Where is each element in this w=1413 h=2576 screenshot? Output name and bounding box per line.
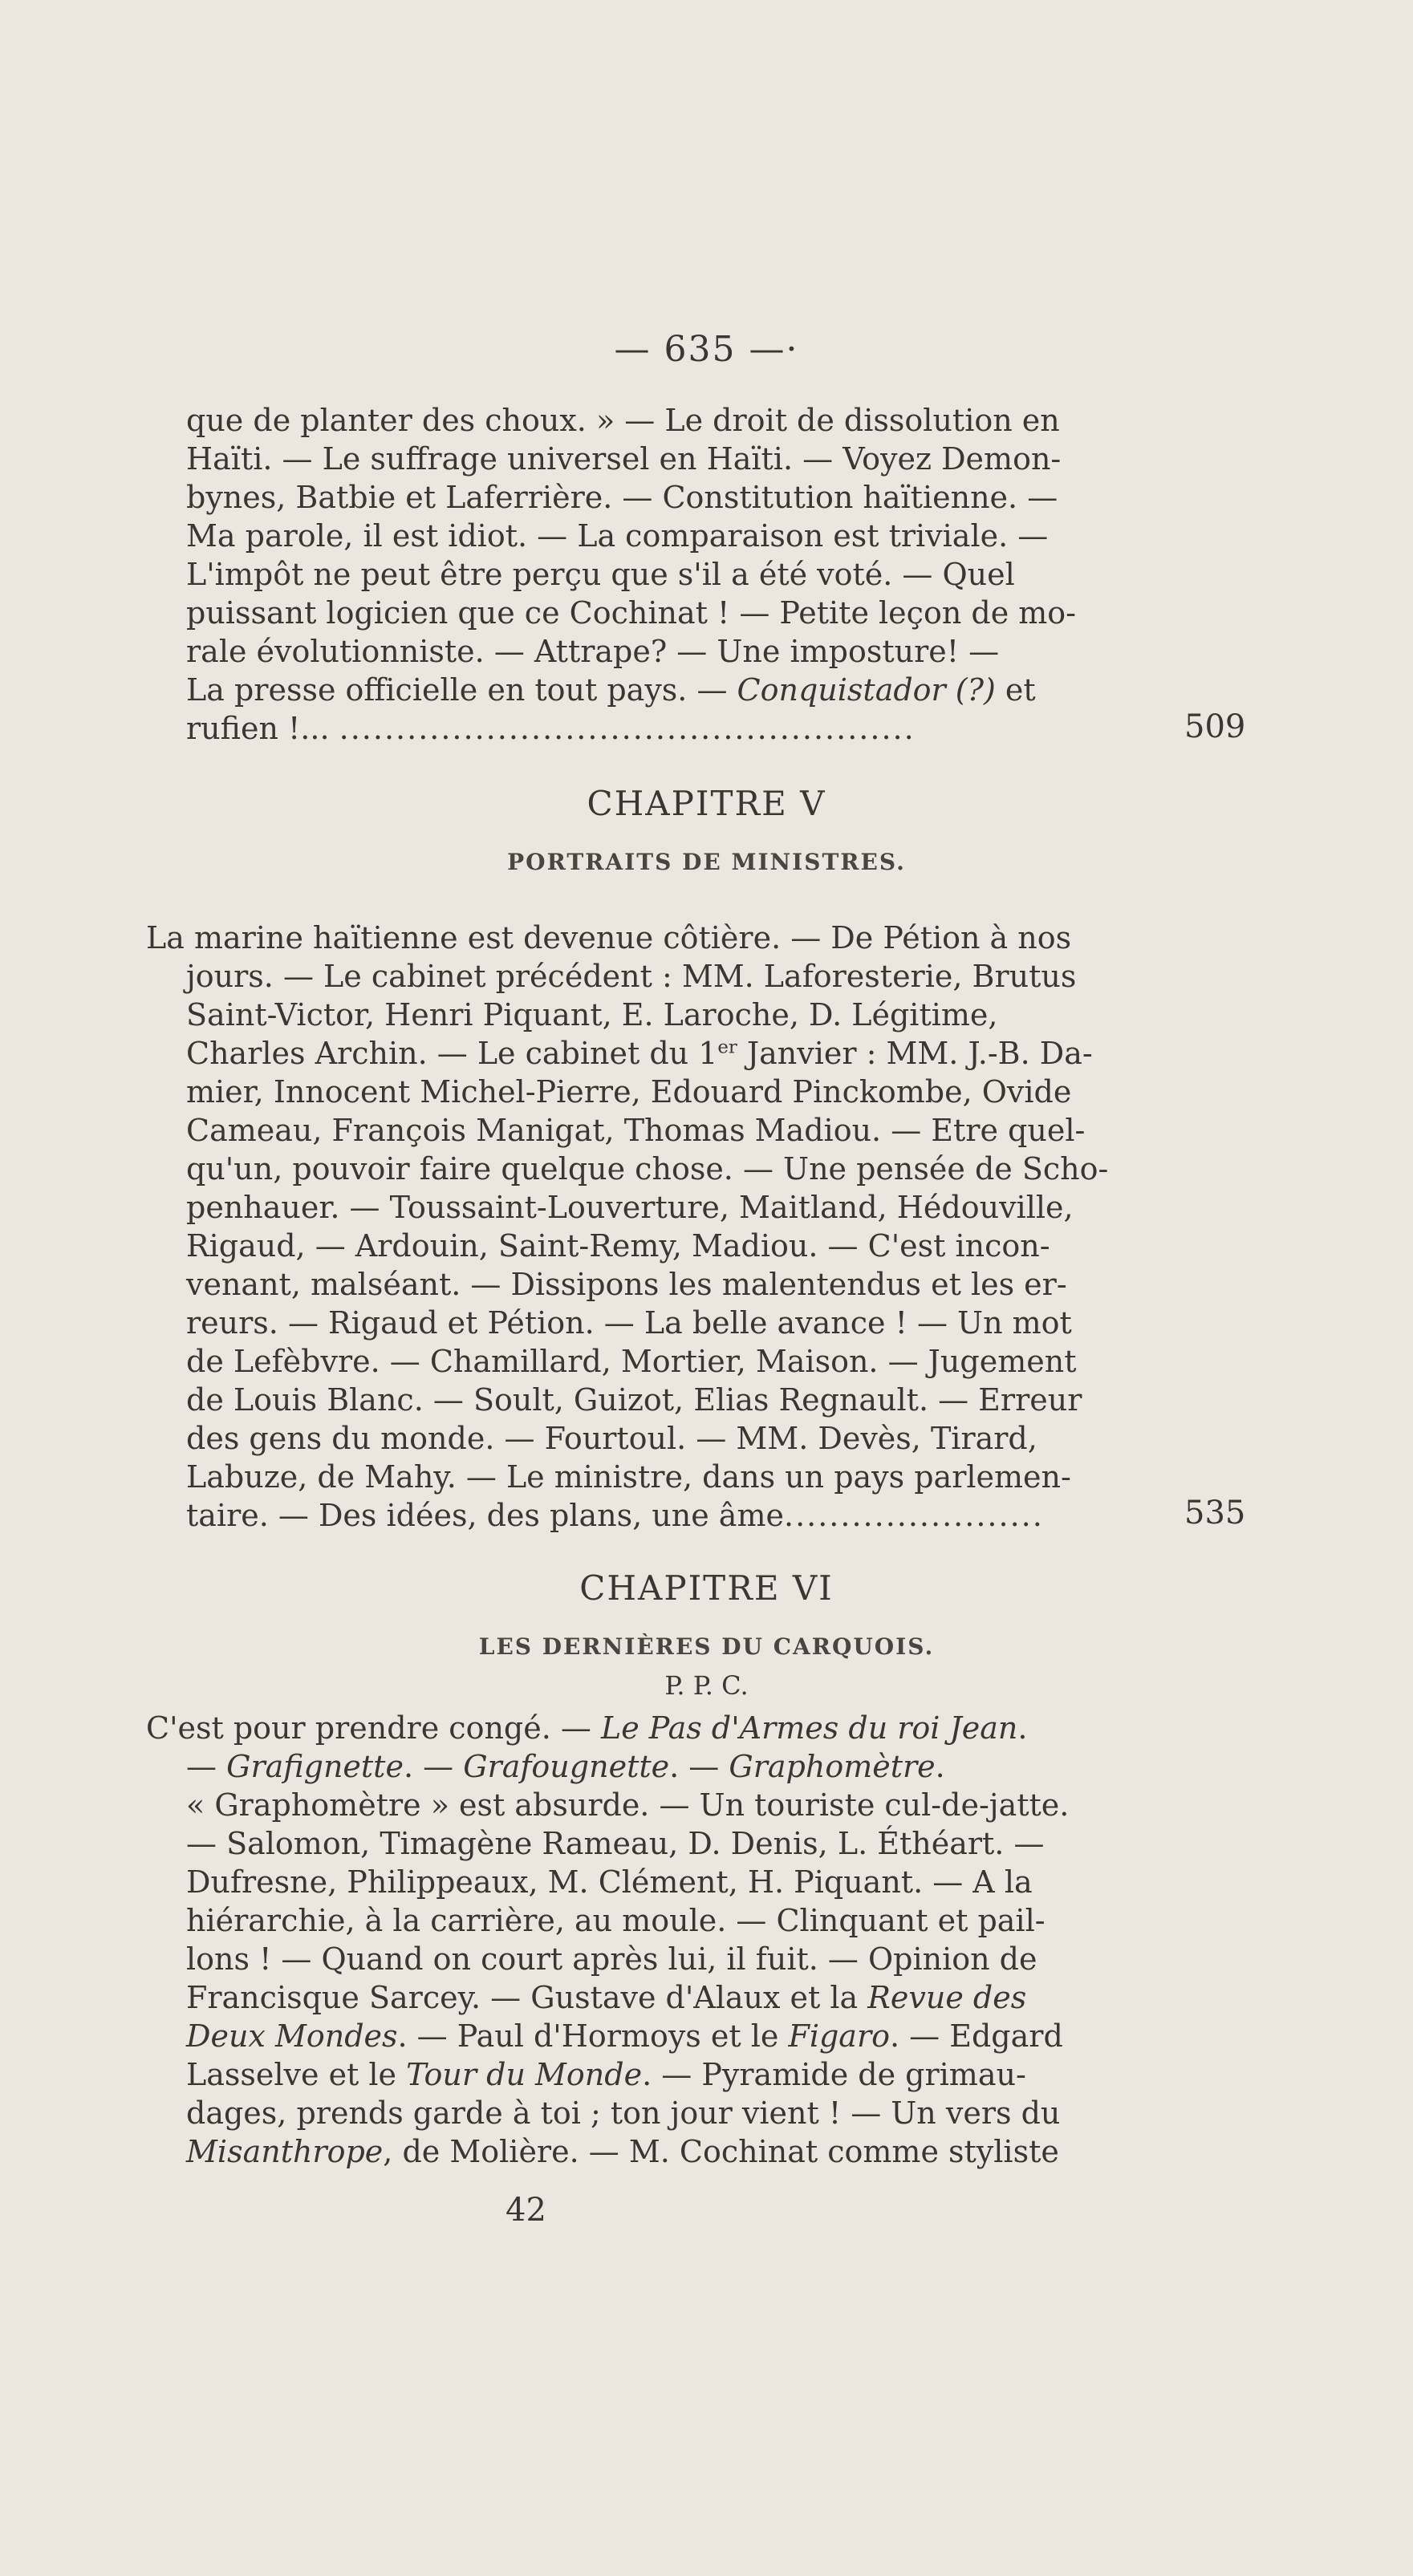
text-line: de Louis Blanc. — Soult, Guizot, Elias Regnault. — Erreur (186, 1382, 1082, 1418)
signature-mark: 42 (506, 2192, 546, 2229)
italic-title: Misanthrope (186, 2134, 384, 2169)
text-line (186, 1496, 1133, 1535)
italic-title: Revue des (867, 1980, 1027, 2015)
text-line: de Lefèbvre. — Chamillard, Mortier, Maison. — Jugement (186, 1344, 1077, 1379)
text-line (186, 2055, 1133, 2094)
text-line (146, 1709, 1133, 1747)
text-line: puissant logicien que ce Cochinat ! — Petite leçon de mo- (186, 595, 1077, 631)
text-span: Lasselve et le (186, 2057, 407, 2092)
leader-dots: ................................................... (339, 711, 916, 746)
text-line: Haïti. — Le suffrage universel en Haïti. — Voyez Demon- (186, 441, 1062, 477)
text-span: . — (669, 1749, 729, 1784)
text-line: hiérarchie, à la carrière, au moule. — Clinquant et pail- (186, 1903, 1046, 1938)
text-line (186, 671, 1133, 709)
text-line: bynes, Batbie et Laferrière. — Constitution haïtienne. — (186, 480, 1058, 515)
italic-title: Grafignette (226, 1749, 404, 1784)
text-line: lons ! — Quand on court après lui, il fuit. — Opinion de (186, 1941, 1037, 1977)
text-span: . — Edgard (890, 2018, 1063, 2054)
chapter6-summary (146, 1709, 1133, 2171)
text-line: Labuze, de Mahy. — Le ministre, dans un pays parlemen- (186, 1459, 1071, 1495)
text-span: Janvier : MM. J.-B. Da- (737, 1036, 1093, 1071)
text-line: Rigaud, — Ardouin, Saint-Remy, Madiou. — C'est incon- (186, 1228, 1050, 1264)
chapter5-summary (146, 919, 1133, 1535)
text-span: . — Paul d'Hormoys et le (397, 2018, 789, 2054)
text-span: . (1017, 1710, 1028, 1746)
text-span: rufien !... (186, 711, 330, 746)
text-span: , de Molière. — M. Cochinat comme styliste (383, 2134, 1059, 2169)
chapter-subtitle: PORTRAITS DE MINISTRES. (507, 849, 906, 875)
italic-title: Grafougnette (463, 1749, 670, 1784)
text-span: . — Pyramide de grimau- (642, 2057, 1026, 2092)
text-line (186, 1034, 1133, 1073)
toc-page-number: 535 (1184, 1495, 1246, 1531)
text-line (186, 2132, 1133, 2171)
superscript: er (717, 1036, 737, 1058)
text-span: — (186, 1749, 227, 1784)
text-span: La presse officielle en tout pays. — (186, 672, 737, 708)
chapter-signature: P. P. C. (664, 1670, 749, 1701)
text-span: . — (403, 1749, 464, 1784)
text-span: . (935, 1749, 945, 1784)
text-line: mier, Innocent Michel-Pierre, Edouard Pinckombe, Ovide (186, 1074, 1072, 1110)
chapter-title: CHAPITRE VI (579, 1568, 834, 1608)
text-line: qu'un, pouvoir faire quelque chose. — Une pensée de Scho- (186, 1151, 1109, 1187)
text-line: La marine haïtienne est devenue côtière. — De Pétion à nos (146, 920, 1072, 955)
text-line: reurs. — Rigaud et Pétion. — La belle avance ! — Un mot (186, 1305, 1072, 1341)
text-line (186, 1747, 1133, 1786)
text-line: que de planter des choux. » — Le droit de dissolution en (186, 403, 1060, 438)
text-line: jours. — Le cabinet précédent : MM. Laforesterie, Brutus (186, 959, 1077, 994)
text-line: dages, prends garde à toi ; ton jour vient ! — Un vers du (186, 2095, 1061, 2131)
italic-title: Le Pas d'Armes du roi Jean (600, 1710, 1018, 1746)
text-line: Ma parole, il est idiot. — La comparaison est triviale. — (186, 518, 1049, 554)
text-line: venant, malséant. — Dissipons les malentendus et les er- (186, 1267, 1067, 1302)
text-line: Saint-Victor, Henri Piquant, E. Laroche, D. Légitime, (186, 997, 998, 1032)
italic-title: Figaro (788, 2018, 890, 2054)
text-line: L'impôt ne peut être perçu que s'il a été voté. — Quel (186, 557, 1015, 592)
leader-dots: ....................... (783, 1498, 1044, 1533)
italic-title: Tour du Monde (406, 2057, 643, 2092)
text-line (186, 1978, 1133, 2017)
text-span: et (995, 672, 1036, 708)
text-line: penhauer. — Toussaint-Louverture, Maitland, Hédouville, (186, 1190, 1074, 1225)
text-span: Francisque Sarcey. — Gustave d'Alaux et la (186, 1980, 868, 2015)
section4-text (186, 401, 1133, 748)
italic-title: Graphomètre (729, 1749, 936, 1784)
chapter-title: CHAPITRE V (587, 784, 826, 823)
text-line: « Graphomètre » est absurde. — Un touriste cul-de-jatte. (186, 1787, 1070, 1823)
italic-title: Conquistador (?) (737, 672, 996, 708)
toc-page-number: 509 (1184, 708, 1246, 745)
text-line: Dufresne, Philippeaux, M. Clément, H. Piquant. — A la (186, 1864, 1033, 1900)
chapter-subtitle: LES DERNIÈRES DU CARQUOIS. (478, 1633, 935, 1660)
text-line (186, 709, 1133, 748)
italic-title: Deux Mondes (186, 2018, 398, 2054)
text-line: Cameau, François Manigat, Thomas Madiou. — Etre quel- (186, 1113, 1086, 1148)
text-span: C'est pour prendre congé. — (146, 1710, 601, 1746)
text-line: — Salomon, Timagène Rameau, D. Denis, L. Éthéart. — (186, 1826, 1045, 1861)
text-span: Charles Archin. — Le cabinet du 1 (186, 1036, 718, 1071)
text-span: taire. — Des idées, des plans, une âme (186, 1498, 784, 1533)
text-line: des gens du monde. — Fourtoul. — MM. Devès, Tirard, (186, 1421, 1037, 1456)
page-header: — 635 —· (614, 329, 799, 370)
text-line: rale évolutionniste. — Attrape? — Une imposture! — (186, 634, 1000, 669)
text-line (186, 2017, 1133, 2055)
